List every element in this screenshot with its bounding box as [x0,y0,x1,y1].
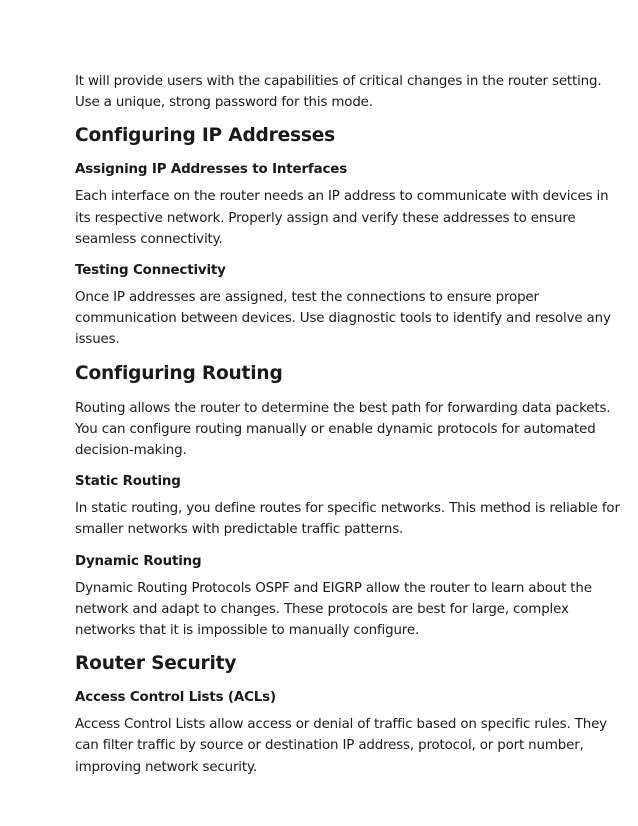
text-line: communication between devices. Use diagnostic tools to identify and resolve any [75,311,611,327]
paragraph-static-routing [75,498,620,540]
text-line: decision-making. [75,443,187,459]
subsection-heading-testing-connectivity: Testing Connectivity [75,263,226,279]
text-line: Dynamic Routing Protocols OSPF and EIGRP allow the router to learn about the [75,580,592,596]
subsection-heading-static-routing: Static Routing [75,474,181,490]
text-line: issues. [75,332,120,348]
paragraph-testing-connectivity [75,287,611,351]
text-line: In static routing, you define routes for specific networks. This method is reliable for [75,501,620,517]
text-line: Access Control Lists allow access or denial of traffic based on specific rules. They [75,717,607,733]
text-line: network and adapt to changes. These protocols are best for large, complex [75,601,569,617]
text-line: You can configure routing manually or enable dynamic protocols for automated [75,421,596,437]
subsection-heading-acls: Access Control Lists (ACLs) [75,690,276,706]
paragraph-routing-intro [75,398,611,462]
text-line: Each interface on the router needs an IP address to communicate with devices in [75,189,609,205]
section-heading-routing: Configuring Routing [75,362,283,384]
text-line: improving network security. [75,759,257,775]
subsection-heading-dynamic-routing: Dynamic Routing [75,553,202,569]
text-line: its respective network. Properly assign and verify these addresses to ensure [75,210,576,226]
text-line: networks that it is impossible to manually configure. [75,623,420,639]
text-line: seamless connectivity. [75,231,223,247]
paragraph-assigning-ip [75,186,609,250]
text-line: Use a unique, strong password for this mode. [75,95,373,111]
section-heading-router-security: Router Security [75,653,237,675]
text-line: Routing allows the router to determine the best path for forwarding data packets. [75,400,611,416]
text-line: Once IP addresses are assigned, test the connections to ensure proper [75,290,539,306]
text-line: can filter traffic by source or destination IP address, protocol, or port number, [75,738,584,754]
text-line: smaller networks with predictable traffic patterns. [75,522,404,538]
intro-paragraph [75,71,602,113]
paragraph-acls [75,714,607,778]
text-line: It will provide users with the capabilities of critical changes in the router setting. [75,74,602,89]
subsection-heading-assigning-ip: Assigning IP Addresses to Interfaces [75,162,348,178]
section-heading-ip-addresses: Configuring IP Addresses [75,125,336,147]
paragraph-dynamic-routing [75,578,592,642]
